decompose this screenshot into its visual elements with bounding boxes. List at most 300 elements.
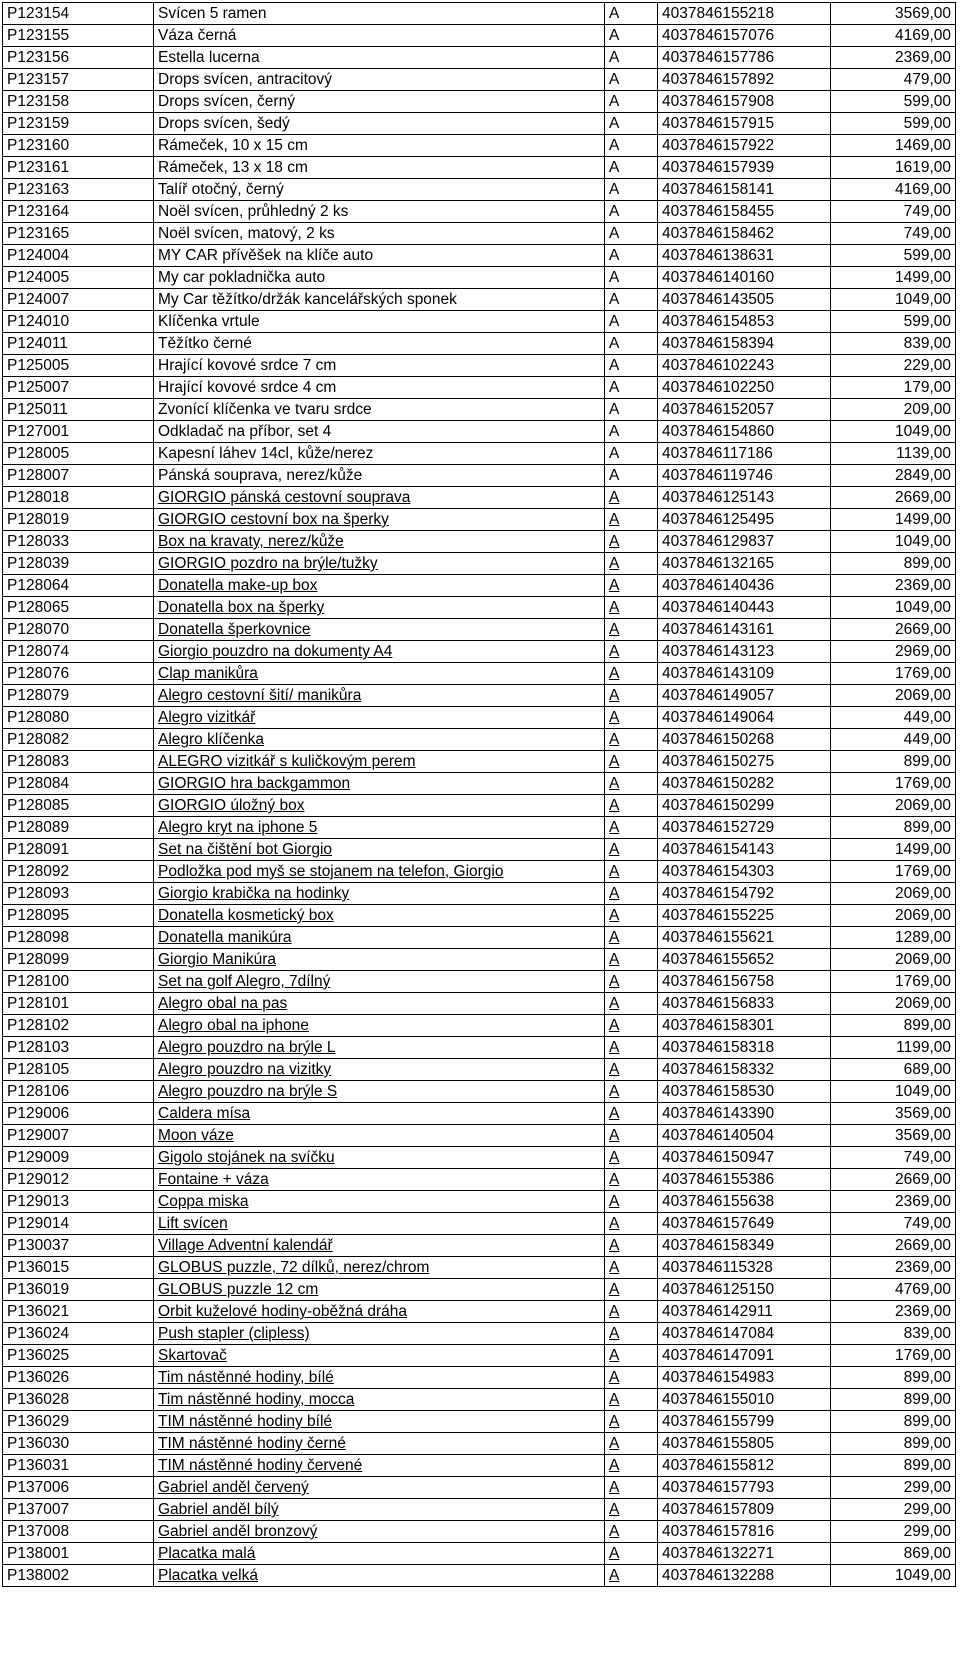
table-row [3,25,956,47]
table-row [3,1477,956,1499]
ean-code-cell: 4037846149064 [658,707,831,729]
product-code-cell: P136029 [3,1411,154,1433]
product-name-cell: Rámeček, 13 x 18 cm [154,157,605,179]
price-cell: 869,00 [831,1543,956,1565]
price-cell: 599,00 [831,91,956,113]
table-row [3,509,956,531]
ean-code-cell: 4037846158394 [658,333,831,355]
product-code-cell: P128100 [3,971,154,993]
price-cell: 1199,00 [831,1037,956,1059]
table-row [3,1543,956,1565]
price-cell: 689,00 [831,1059,956,1081]
table-row [3,1235,956,1257]
price-cell: 4169,00 [831,179,956,201]
table-row [3,333,956,355]
product-class-cell: A [605,663,658,685]
product-class-cell: A [605,1213,658,1235]
product-class-cell: A [605,135,658,157]
price-cell: 229,00 [831,355,956,377]
price-cell: 1769,00 [831,663,956,685]
table-row [3,685,956,707]
product-code-cell: P128091 [3,839,154,861]
ean-code-cell: 4037846155812 [658,1455,831,1477]
product-code-cell: P136015 [3,1257,154,1279]
table-row [3,1411,956,1433]
table-row [3,1257,956,1279]
table-row [3,751,956,773]
price-cell: 749,00 [831,201,956,223]
product-code-cell: P128018 [3,487,154,509]
price-cell: 1049,00 [831,421,956,443]
table-row [3,1081,956,1103]
product-code-cell: P128033 [3,531,154,553]
ean-code-cell: 4037846158301 [658,1015,831,1037]
product-name-cell: Drops svícen, antracitový [154,69,605,91]
price-cell: 179,00 [831,377,956,399]
ean-code-cell: 4037846157793 [658,1477,831,1499]
price-cell: 3569,00 [831,3,956,25]
product-name-cell: Kapesní láhev 14cl, kůže/nerez [154,443,605,465]
product-name-cell: My Car těžítko/držák kancelářských sponek [154,289,605,311]
table-row [3,487,956,509]
table-row [3,1367,956,1389]
price-cell: 599,00 [831,113,956,135]
price-cell: 749,00 [831,223,956,245]
price-cell: 2669,00 [831,487,956,509]
product-class-cell: A [605,1521,658,1543]
table-row [3,1389,956,1411]
product-code-cell: P128105 [3,1059,154,1081]
price-cell: 899,00 [831,1433,956,1455]
product-name-cell: TIM nástěnné hodiny červené [154,1455,605,1477]
price-cell: 1769,00 [831,971,956,993]
product-class-cell: A [605,91,658,113]
table-row [3,641,956,663]
price-cell: 899,00 [831,1367,956,1389]
product-name-cell: Caldera mísa [154,1103,605,1125]
ean-code-cell: 4037846154853 [658,311,831,333]
ean-code-cell: 4037846143505 [658,289,831,311]
price-cell: 899,00 [831,1411,956,1433]
price-cell: 1499,00 [831,839,956,861]
product-code-cell: P123156 [3,47,154,69]
product-code-cell: P123160 [3,135,154,157]
product-code-cell: P124004 [3,245,154,267]
product-class-cell: A [605,795,658,817]
table-row [3,949,956,971]
product-name-cell: Hrající kovové srdce 7 cm [154,355,605,377]
product-name-cell: Váza černá [154,25,605,47]
table-row [3,993,956,1015]
table-row [3,773,956,795]
price-cell: 1139,00 [831,443,956,465]
price-cell: 299,00 [831,1521,956,1543]
price-cell: 1289,00 [831,927,956,949]
product-class-cell: A [605,1147,658,1169]
table-row [3,135,956,157]
product-code-cell: P136019 [3,1279,154,1301]
table-row [3,531,956,553]
ean-code-cell: 4037846142911 [658,1301,831,1323]
table-row [3,575,956,597]
product-code-cell: P128098 [3,927,154,949]
product-name-cell: Svícen 5 ramen [154,3,605,25]
table-row [3,465,956,487]
product-name-cell: Gabriel anděl bílý [154,1499,605,1521]
product-class-cell: A [605,1235,658,1257]
product-name-cell: Těžítko černé [154,333,605,355]
table-row [3,1499,956,1521]
table-row [3,1169,956,1191]
product-name-cell: Set na čištění bot Giorgio [154,839,605,861]
product-code-cell: P128019 [3,509,154,531]
table-row [3,553,956,575]
product-code-cell: P124010 [3,311,154,333]
product-name-cell: Gabriel anděl bronzový [154,1521,605,1543]
product-name-cell: Gabriel anděl červený [154,1477,605,1499]
table-row [3,1455,956,1477]
product-name-cell: Drops svícen, černý [154,91,605,113]
ean-code-cell: 4037846117186 [658,443,831,465]
product-class-cell: A [605,773,658,795]
price-cell: 2369,00 [831,575,956,597]
product-name-cell: Alegro klíčenka [154,729,605,751]
product-name-cell: Fontaine + váza [154,1169,605,1191]
product-name-cell: My car pokladnička auto [154,267,605,289]
product-code-cell: P137006 [3,1477,154,1499]
product-name-cell: Alegro kryt na iphone 5 [154,817,605,839]
ean-code-cell: 4037846158462 [658,223,831,245]
ean-code-cell: 4037846158349 [658,1235,831,1257]
table-row [3,1103,956,1125]
product-code-cell: P128074 [3,641,154,663]
price-cell: 449,00 [831,707,956,729]
price-cell: 839,00 [831,1323,956,1345]
product-name-cell: Giorgio pouzdro na dokumenty A4 [154,641,605,663]
price-cell: 2069,00 [831,795,956,817]
price-cell: 899,00 [831,1389,956,1411]
table-row [3,971,956,993]
price-cell: 1499,00 [831,267,956,289]
table-row [3,1191,956,1213]
table-row [3,1279,956,1301]
product-code-cell: P128101 [3,993,154,1015]
product-code-cell: P123159 [3,113,154,135]
product-class-cell: A [605,1389,658,1411]
ean-code-cell: 4037846143390 [658,1103,831,1125]
price-cell: 2969,00 [831,641,956,663]
product-code-cell: P128099 [3,949,154,971]
ean-code-cell: 4037846157892 [658,69,831,91]
ean-code-cell: 4037846140504 [658,1125,831,1147]
product-class-cell: A [605,47,658,69]
product-code-cell: P136030 [3,1433,154,1455]
table-row [3,1565,956,1587]
product-class-cell: A [605,927,658,949]
table-row [3,1125,956,1147]
product-name-cell: Donatella kosmetický box [154,905,605,927]
product-class-cell: A [605,619,658,641]
product-name-cell: Estella lucerna [154,47,605,69]
product-name-cell: Klíčenka vrtule [154,311,605,333]
product-name-cell: Set na golf Alegro, 7dílný [154,971,605,993]
product-code-cell: P136026 [3,1367,154,1389]
product-code-cell: P128092 [3,861,154,883]
table-row [3,421,956,443]
product-class-cell: A [605,1477,658,1499]
product-code-cell: P137007 [3,1499,154,1521]
ean-code-cell: 4037846157922 [658,135,831,157]
ean-code-cell: 4037846155638 [658,1191,831,1213]
table-row [3,1521,956,1543]
product-class-cell: A [605,223,658,245]
product-name-cell: Placatka malá [154,1543,605,1565]
table-row [3,311,956,333]
product-class-cell: A [605,1367,658,1389]
table-row [3,69,956,91]
product-code-cell: P128102 [3,1015,154,1037]
product-class-cell: A [605,707,658,729]
ean-code-cell: 4037846157809 [658,1499,831,1521]
table-row [3,1213,956,1235]
product-code-cell: P128080 [3,707,154,729]
product-name-cell: GIORGIO cestovní box na šperky [154,509,605,531]
ean-code-cell: 4037846102243 [658,355,831,377]
product-code-cell: P129006 [3,1103,154,1125]
ean-code-cell: 4037846125143 [658,487,831,509]
ean-code-cell: 4037846155799 [658,1411,831,1433]
product-code-cell: P123165 [3,223,154,245]
product-code-cell: P128085 [3,795,154,817]
table-row [3,927,956,949]
product-class-cell: A [605,3,658,25]
ean-code-cell: 4037846140160 [658,267,831,289]
ean-code-cell: 4037846154860 [658,421,831,443]
product-name-cell: GIORGIO pozdro na brýle/tužky [154,553,605,575]
ean-code-cell: 4037846119746 [658,465,831,487]
ean-code-cell: 4037846155621 [658,927,831,949]
product-name-cell: Coppa miska [154,1191,605,1213]
product-code-cell: P129009 [3,1147,154,1169]
product-code-cell: P136031 [3,1455,154,1477]
table-row [3,3,956,25]
ean-code-cell: 4037846158318 [658,1037,831,1059]
product-code-cell: P128103 [3,1037,154,1059]
product-class-cell: A [605,421,658,443]
price-cell: 1049,00 [831,597,956,619]
product-class-cell: A [605,1301,658,1323]
product-name-cell: Alegro pouzdro na vizitky [154,1059,605,1081]
product-class-cell: A [605,839,658,861]
product-name-cell: Tim nástěnné hodiny, bílé [154,1367,605,1389]
ean-code-cell: 4037846125495 [658,509,831,531]
price-list-table [2,2,956,1587]
product-name-cell: Clap manikůra [154,663,605,685]
product-code-cell: P128007 [3,465,154,487]
product-code-cell: P123158 [3,91,154,113]
product-class-cell: A [605,1059,658,1081]
table-row [3,179,956,201]
product-class-cell: A [605,597,658,619]
table-row [3,157,956,179]
product-class-cell: A [605,465,658,487]
price-cell: 2069,00 [831,883,956,905]
product-class-cell: A [605,883,658,905]
product-code-cell: P138002 [3,1565,154,1587]
product-name-cell: Orbit kuželové hodiny-oběžná dráha [154,1301,605,1323]
table-row [3,883,956,905]
product-name-cell: Moon váze [154,1125,605,1147]
product-name-cell: GIORGIO hra backgammon [154,773,605,795]
product-name-cell: Podložka pod myš se stojanem na telefon, Giorgio [154,861,605,883]
product-name-cell: ALEGRO vizitkář s kuličkovým perem [154,751,605,773]
price-cell: 209,00 [831,399,956,421]
product-name-cell: Village Adventní kalendář [154,1235,605,1257]
price-cell: 1049,00 [831,289,956,311]
product-code-cell: P130037 [3,1235,154,1257]
product-name-cell: Donatella manikúra [154,927,605,949]
product-name-cell: GLOBUS puzzle, 72 dílků, nerez/chrom [154,1257,605,1279]
price-cell: 2669,00 [831,1169,956,1191]
price-cell: 1469,00 [831,135,956,157]
ean-code-cell: 4037846132165 [658,553,831,575]
product-code-cell: P128070 [3,619,154,641]
table-row [3,377,956,399]
ean-code-cell: 4037846143109 [658,663,831,685]
price-cell: 899,00 [831,1455,956,1477]
price-cell: 449,00 [831,729,956,751]
product-class-cell: A [605,509,658,531]
product-name-cell: Rámeček, 10 x 15 cm [154,135,605,157]
product-class-cell: A [605,729,658,751]
product-class-cell: A [605,1565,658,1587]
ean-code-cell: 4037846154303 [658,861,831,883]
product-class-cell: A [605,245,658,267]
ean-code-cell: 4037846150275 [658,751,831,773]
product-code-cell: P125011 [3,399,154,421]
price-cell: 839,00 [831,333,956,355]
ean-code-cell: 4037846155805 [658,1433,831,1455]
ean-code-cell: 4037846150268 [658,729,831,751]
product-name-cell: Placatka velká [154,1565,605,1587]
table-row [3,619,956,641]
product-class-cell: A [605,751,658,773]
product-class-cell: A [605,377,658,399]
product-class-cell: A [605,861,658,883]
product-class-cell: A [605,1125,658,1147]
product-name-cell: MY CAR přívěšek na klíče auto [154,245,605,267]
ean-code-cell: 4037846154983 [658,1367,831,1389]
table-row [3,1147,956,1169]
product-code-cell: P123164 [3,201,154,223]
table-row [3,817,956,839]
table-row [3,729,956,751]
product-code-cell: P128076 [3,663,154,685]
price-cell: 899,00 [831,751,956,773]
ean-code-cell: 4037846158332 [658,1059,831,1081]
ean-code-cell: 4037846125150 [658,1279,831,1301]
product-name-cell: Pánská souprava, nerez/kůže [154,465,605,487]
ean-code-cell: 4037846155652 [658,949,831,971]
ean-code-cell: 4037846154792 [658,883,831,905]
price-cell: 1049,00 [831,1081,956,1103]
ean-code-cell: 4037846157908 [658,91,831,113]
table-row [3,443,956,465]
product-class-cell: A [605,289,658,311]
product-code-cell: P128005 [3,443,154,465]
ean-code-cell: 4037846152729 [658,817,831,839]
product-class-cell: A [605,1037,658,1059]
product-name-cell: Lift svícen [154,1213,605,1235]
ean-code-cell: 4037846157649 [658,1213,831,1235]
product-code-cell: P124007 [3,289,154,311]
product-name-cell: Noël svícen, průhledný 2 ks [154,201,605,223]
product-class-cell: A [605,817,658,839]
product-name-cell: Alegro vizitkář [154,707,605,729]
ean-code-cell: 4037846156758 [658,971,831,993]
table-row [3,861,956,883]
product-code-cell: P123155 [3,25,154,47]
ean-code-cell: 4037846157939 [658,157,831,179]
table-row [3,1037,956,1059]
product-code-cell: P136024 [3,1323,154,1345]
product-class-cell: A [605,1191,658,1213]
product-class-cell: A [605,1543,658,1565]
ean-code-cell: 4037846157786 [658,47,831,69]
ean-code-cell: 4037846158141 [658,179,831,201]
product-name-cell: GIORGIO úložný box [154,795,605,817]
product-name-cell: Donatella box na šperky [154,597,605,619]
product-code-cell: P128095 [3,905,154,927]
table-row [3,223,956,245]
product-code-cell: P127001 [3,421,154,443]
price-cell: 1049,00 [831,1565,956,1587]
price-cell: 2069,00 [831,685,956,707]
product-class-cell: A [605,1323,658,1345]
product-code-cell: P129013 [3,1191,154,1213]
table-row [3,905,956,927]
product-class-cell: A [605,443,658,465]
price-cell: 1619,00 [831,157,956,179]
product-class-cell: A [605,685,658,707]
product-class-cell: A [605,949,658,971]
product-code-cell: P128064 [3,575,154,597]
product-name-cell: Talíř otočný, černý [154,179,605,201]
product-class-cell: A [605,1455,658,1477]
product-code-cell: P128093 [3,883,154,905]
product-name-cell: Giorgio krabička na hodinky [154,883,605,905]
product-name-cell: Noël svícen, matový, 2 ks [154,223,605,245]
ean-code-cell: 4037846115328 [658,1257,831,1279]
product-class-cell: A [605,355,658,377]
product-name-cell: Giorgio Manikúra [154,949,605,971]
table-row [3,1301,956,1323]
ean-code-cell: 4037846143123 [658,641,831,663]
product-code-cell: P128065 [3,597,154,619]
table-row [3,839,956,861]
product-class-cell: A [605,531,658,553]
price-cell: 2369,00 [831,1191,956,1213]
ean-code-cell: 4037846132271 [658,1543,831,1565]
price-cell: 299,00 [831,1477,956,1499]
product-code-cell: P123163 [3,179,154,201]
product-name-cell: Hrající kovové srdce 4 cm [154,377,605,399]
table-row [3,91,956,113]
product-name-cell: Alegro pouzdro na brýle S [154,1081,605,1103]
price-cell: 1769,00 [831,1345,956,1367]
product-class-cell: A [605,179,658,201]
price-cell: 1769,00 [831,861,956,883]
